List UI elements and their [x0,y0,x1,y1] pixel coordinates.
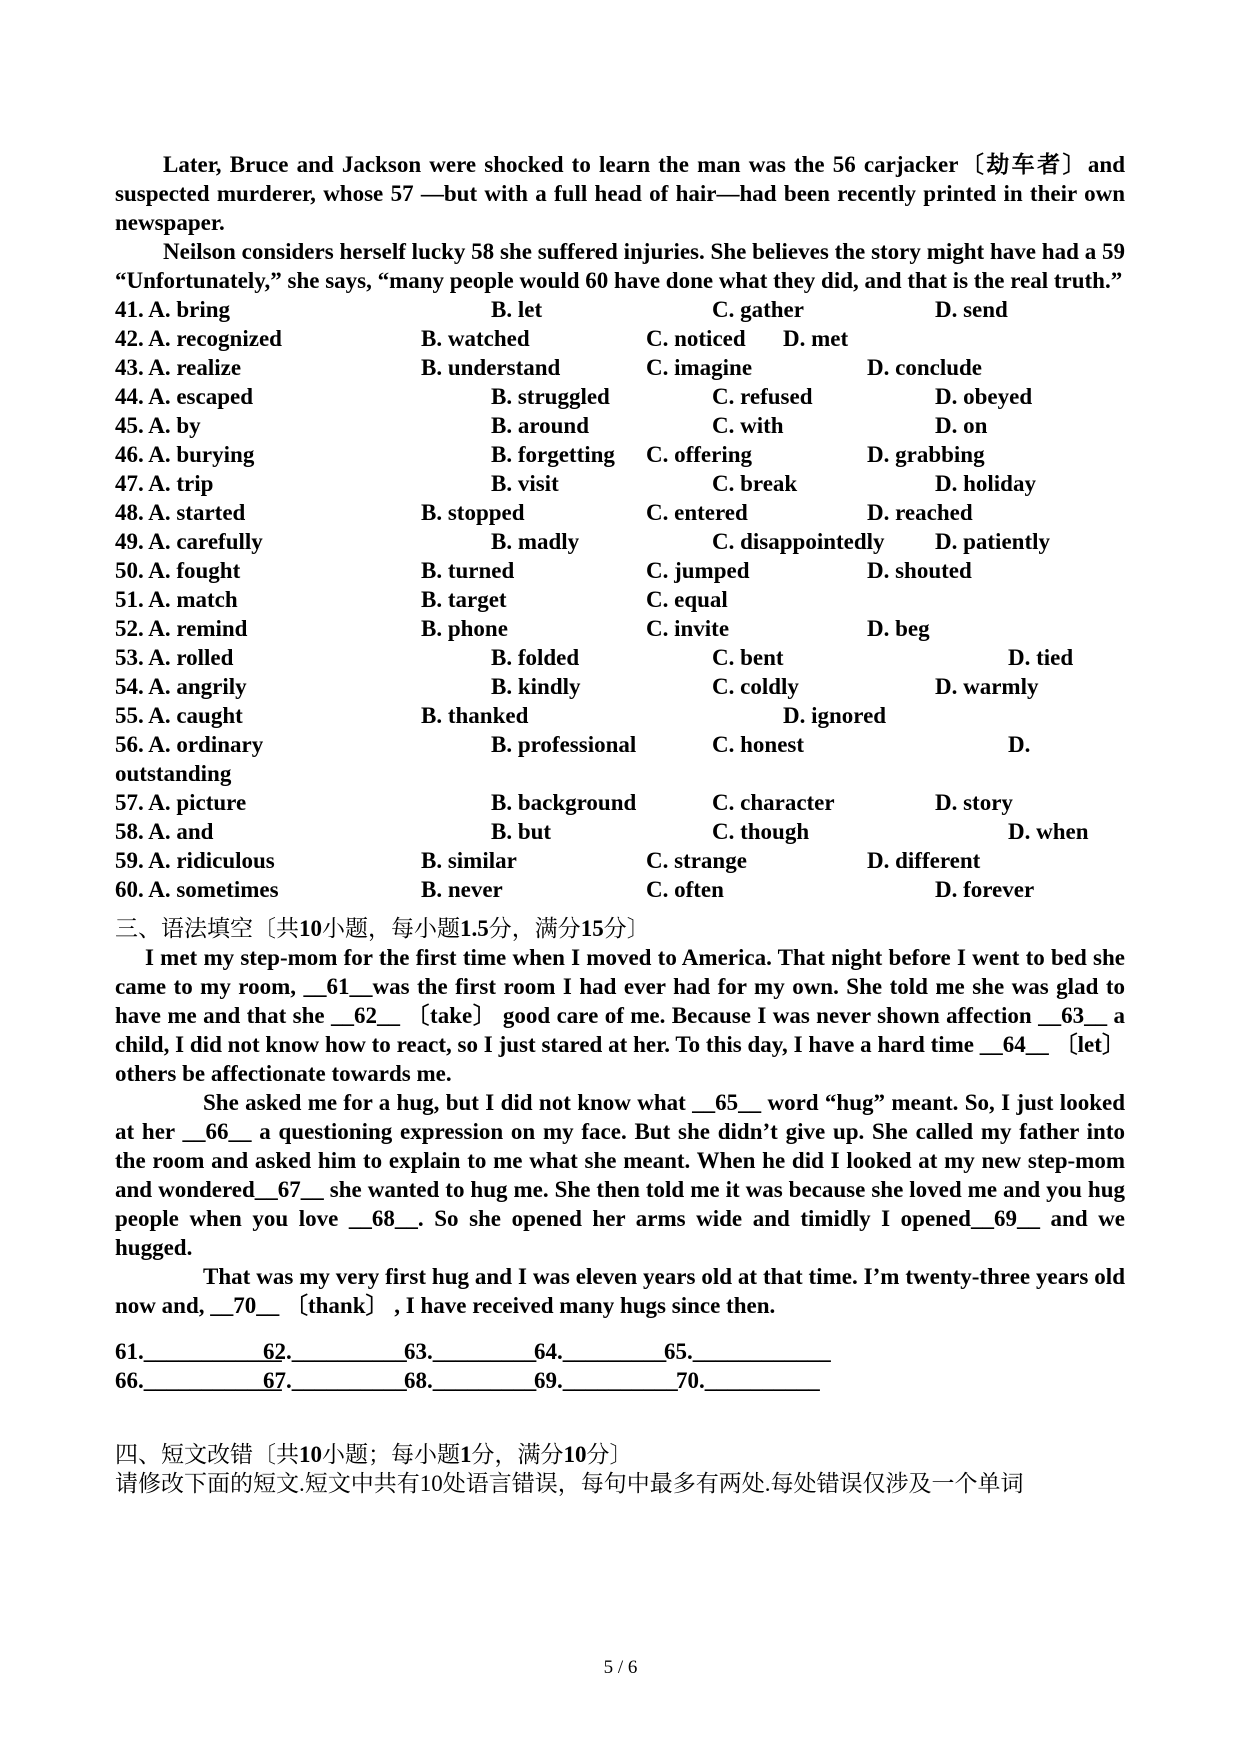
passage-paragraph-1: Later, Bruce and Jackson were shocked to learn the man was the 56 carjacker〔劫车者〕and suspected murderer, whose 57 —but with a full head of hair—had been recently printed in their own newspaper. [115,152,1125,235]
section4-instruction: 请修改下面的短文.短文中共有10处语言错误，每句中最多有两处.每处错误仅涉及一个单词 [115,1471,1024,1496]
options-list [115,295,1125,904]
option-d: D. met [783,326,849,351]
option-row-50 [115,556,1125,585]
option-c: C. character [712,790,835,815]
option-row-57 [115,788,1125,817]
option-d: D. grabbing [867,442,985,467]
option-row-59 [115,846,1125,875]
answer-blank-64[interactable]: 64._________ [534,1339,667,1364]
option-c: C. offering [646,442,753,467]
option-a: 59. A. ridiculous [115,848,275,873]
option-c: C. disappointedly [712,529,885,554]
passage-paragraph-2: Neilson considers herself lucky 58 she suffered injuries. She believes the story might have had a 59 “Unfortunately,” she says, “many people would 60 have done what they did, and that is the real truth.” [115,239,1125,293]
answer-blank-67[interactable]: 67.__________ [263,1368,407,1393]
option-c: C. though [712,819,810,844]
option-c: C. with [712,413,784,438]
answer-blanks [115,1337,1125,1395]
option-c: C. honest [712,732,805,757]
option-a: 43. A. realize [115,355,242,380]
option-a: 46. A. burying [115,442,255,467]
option-a: 54. A. angrily [115,674,247,699]
answer-blank-68[interactable]: 68._________ [404,1368,537,1393]
option-row-41 [115,295,1125,324]
option-row-56 [115,730,1125,759]
option-row-48 [115,498,1125,527]
option-b: B. let [491,297,543,322]
option-a: 42. A. recognized [115,326,282,351]
option-d: D. story [935,790,1013,815]
option-b: B. turned [421,558,515,583]
answer-blank-70[interactable]: 70.__________ [676,1368,820,1393]
section4-heading: 四、短文改错〔共10小题；每小题1分，满分10分〕 [115,1442,633,1467]
option-d: D. on [935,413,988,438]
option-row-45 [115,411,1125,440]
option-c: C. strange [646,848,747,873]
option-d: D. warmly [935,674,1039,699]
option-b: B. struggled [491,384,610,409]
option-b: B. folded [491,645,580,670]
option-b: B. professional [491,732,637,757]
option-a: 48. A. started [115,500,246,525]
option-c: C. entered [646,500,748,525]
option-d: D. tied [1008,645,1074,670]
option-a: 41. A. bring [115,297,231,322]
option-row-43 [115,353,1125,382]
option-a: 55. A. caught [115,703,243,728]
option-d: D. beg [867,616,930,641]
option-d: D. patiently [935,529,1050,554]
option-row-54 [115,672,1125,701]
option-d: D. holiday [935,471,1036,496]
option-a: 52. A. remind [115,616,248,641]
option-b: B. but [491,819,552,844]
option-c: C. noticed [646,326,746,351]
option-d: D. ignored [783,703,887,728]
option-d: D. send [935,297,1008,322]
page-number: 5 / 6 [603,1657,638,1678]
option-d: D. reached [867,500,973,525]
answer-row-2 [115,1366,1125,1395]
option-b: B. kindly [491,674,581,699]
option-b: B. forgetting [491,442,615,467]
option-b: B. phone [421,616,508,641]
option-row-49 [115,527,1125,556]
option-a: 51. A. match [115,587,238,612]
option-row-44 [115,382,1125,411]
option-c: C. gather [712,297,804,322]
option-d: D. shouted [867,558,972,583]
option-b: B. madly [491,529,580,554]
option-b: B. visit [491,471,559,496]
answer-blank-63[interactable]: 63._________ [404,1339,537,1364]
option-c: C. break [712,471,798,496]
option-a: 60. A. sometimes [115,877,279,902]
option-a: 47. A. trip [115,471,214,496]
answer-blank-66[interactable]: 66.____________ [115,1368,282,1393]
option-row-55 [115,701,1125,730]
answer-row-1 [115,1337,1125,1366]
answer-blank-69[interactable]: 69.__________ [534,1368,678,1393]
option-c: C. invite [646,616,730,641]
option-b: B. background [491,790,637,815]
option-b: B. similar [421,848,517,873]
option-c: C. often [646,877,724,902]
option-b: B. thanked [421,703,529,728]
exam-page [115,150,1125,1498]
option-row-52 [115,614,1125,643]
option-a: 57. A. picture [115,790,247,815]
option-c: C. jumped [646,558,750,583]
option-a: 58. A. and [115,819,214,844]
option-a: 56. A. ordinary [115,732,264,757]
option-b: B. understand [421,355,561,380]
option-a: 50. A. fought [115,558,241,583]
section3-heading: 三、语法填空〔共10小题，每小题1.5分，满分15分〕 [115,916,650,941]
option-a: 53. A. rolled [115,645,234,670]
option-d: D. conclude [867,355,982,380]
option-d: D. forever [935,877,1035,902]
option-b: B. around [491,413,590,438]
option-a: 45. A. by [115,413,201,438]
option-a: 49. A. carefully [115,529,263,554]
option-c: C. equal [646,587,728,612]
option-d: D. when [1008,819,1089,844]
answer-blank-65[interactable]: 65.____________ [664,1339,831,1364]
option-row-42 [115,324,1125,353]
answer-blank-62[interactable]: 62.__________ [263,1339,407,1364]
option-b: B. target [421,587,507,612]
option-row-47 [115,469,1125,498]
option-a: 44. A. escaped [115,384,253,409]
option-c: C. imagine [646,355,753,380]
grammar-paragraph-1: I met my step-mom for the first time when I moved to America. That night before I went to bed she came to my room, __61__was the first room I had ever had for my own. She told me she was glad to have me and that she __62__ 〔take〕 good care of me. Because I was never shown affection __63__ a child, I did not know how to react, so I just stared at her. To this day, I have a hard time __64__ 〔let〕 others be affectionate towards me. [115,945,1125,1086]
option-row-51 [115,585,1125,614]
option-d: D. different [867,848,981,873]
option-row-60 [115,875,1125,904]
option-b: B. watched [421,326,530,351]
answer-blank-61[interactable]: 61.____________ [115,1339,282,1364]
option-row-46 [115,440,1125,469]
grammar-paragraph-3: That was my very first hug and I was eleven years old at that time. I’m twenty-three years old now and, __70__ 〔thank〕 , I have received many hugs since then. [115,1264,1125,1318]
option-c: C. refused [712,384,813,409]
option-d: D. obeyed [935,384,1033,409]
option-b: B. stopped [421,500,525,525]
option-56-wrap: outstanding [115,761,232,786]
option-d: D. [1008,732,1031,757]
option-c: C. coldly [712,674,799,699]
option-c: C. bent [712,645,784,670]
option-row-53 [115,643,1125,672]
grammar-paragraph-2: She asked me for a hug, but I did not know what __65__ word “hug” meant. So, I just looked at her __66__ a questioning expression on my face. But she didn’t give up. She called my father into the room and asked him to explain to me what she meant. When he did I looked at my new step-mom and wondered__67__ she wanted to hug me. She then told me it was because she loved me and you hug people when you love __68__. So she opened her arms wide and timidly I opened__69__ and we hugged. [115,1090,1125,1260]
option-row-58 [115,817,1125,846]
option-b: B. never [421,877,503,902]
